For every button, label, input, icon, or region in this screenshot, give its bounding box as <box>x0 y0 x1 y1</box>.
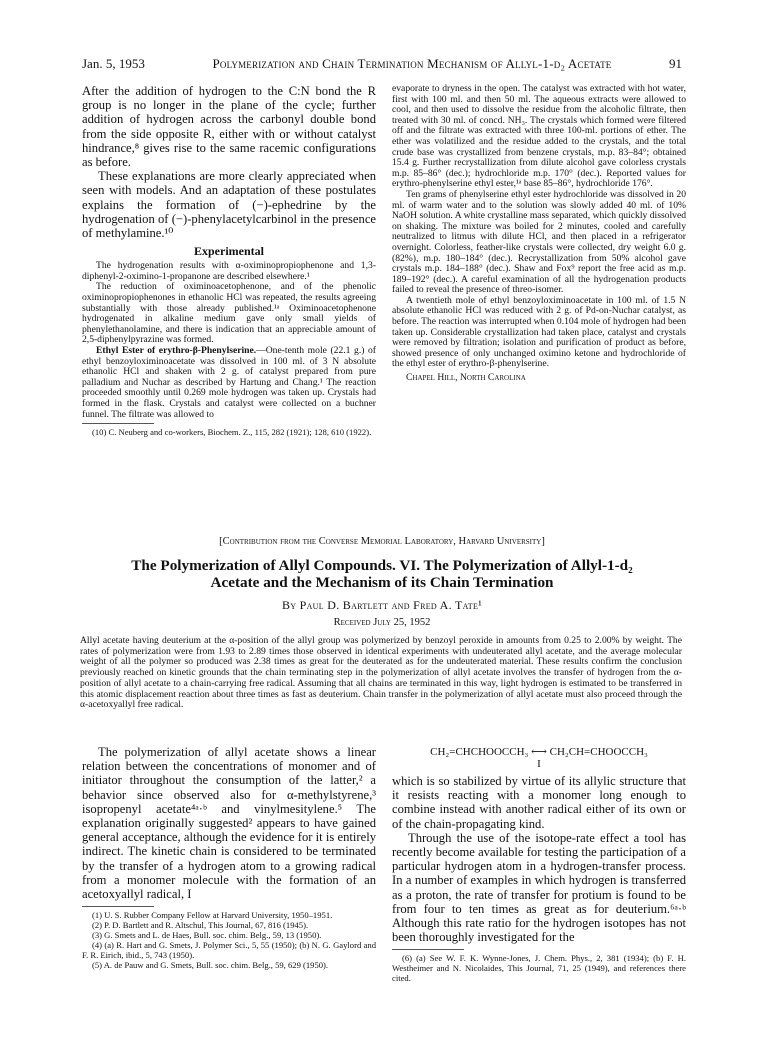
stabilization-paragraph: which is so stabilized by virtue of its allylic structure that it resists reacting with a monomer long enough to combine instead with another radical either of its own or of the chain-propagating kind. <box>392 774 686 831</box>
experimental-paragraph-1: The hydrogenation results with α-oximinopropiophenone and 1,3-diphenyl-2-oximino-1-propanone are described elsewhere.¹ <box>82 260 376 282</box>
article-title-line-1: The Polymerization of Allyl Compounds. VI. The Polymerization of Allyl-1-d₂ <box>131 557 633 574</box>
section-body: —One-tenth mole (22.1 g.) of ethyl benzoyloximinoacetate was dissolved in 100 ml. of 3 N absolute ethanolic HCl and shaken with 2 g. of catalyst prepared from pure palladium and Nuchar as described by Hartung and Chang.¹ The reaction proceeded smoothly until 0.269 mole hydrogen was taken up. Crystals had formed in the flask. Crystals and catalyst were collected on a buchner funnel. The filtrate was allowed to <box>82 344 376 420</box>
footnote-rule-bottom <box>82 906 154 907</box>
left-column-top <box>82 84 376 437</box>
right-column-bottom <box>392 745 686 983</box>
experimental-paragraph-2: The reduction of oximinoacetophenone, and of the phenolic oximinopropiophenones in ethanolic HCl was repeated, the results agreeing substantially with those already published.¹ᵃ Oximinoacetophenone hydrogenated in alkaline medium gave only small yields of phenylethanolamine, and there is indication that an appreciable amount of 2,5-diphenylpyrazine was formed. <box>82 281 376 346</box>
header-page-number: 91 <box>669 56 682 71</box>
right-paragraph-2: Ten grams of phenylserine ethyl ester hydrochloride was dissolved in 20 ml. of warm water and to the solution was slowly added 40 ml. of 10% NaOH solution. A white crystalline mass separated, which quickly dissolved on shaking. The mixture was boiled for 2 minutes, cooled and carefully neutralized to litmus with dilute HCl, and then placed in a refrigerator overnight. Colorless, feather-like crystals were collected, dry weight 6.0 g. (82%), m.p. 180–184° (dec.). Recrystallization from 50% alcohol gave crystals m.p. 184–188° (dec.). Shaw and Fox⁹ report the free acid as m.p. 189–192° (dec.). A careful examination of all the hydrogenation products failed to reveal the presence of threo-isomer. <box>392 188 686 296</box>
footnote-6: (6) (a) See W. F. K. Wynne-Jones, J. Chem. Phys., 2, 381 (1934); (b) F. H. Westheimer and N. Nicolaides, This Journal, 71, 25 (1949), and references there cited. <box>392 953 686 984</box>
isotope-paragraph: Through the use of the isotope-rate effect a tool has recently become available for testing the participation of a particular hydrogen atom in a hydrogen-transfer process. In a number of examples in which hydrogen is transferred as a proton, the rate of transfer for protium is found to be from four to ten times as great as for deuterium.⁶ᵃ·ᵇ Although this rate ratio for the hydrogen isotopes has not been thoroughly investigated for the <box>392 830 686 945</box>
contribution-line <box>0 536 764 547</box>
right-paragraph-1: evaporate to dryness in the open. The catalyst was extracted with hot water, first with 100 ml. and then 50 ml. The aqueous extracts were allowed to cool, and then used to dissolve the residue from the alcoholic filtrate, then treated with 30 ml. of concd. NH₃. The crystals which formed were filtered off and the filtrate was extracted with three 100-ml. portions of ether. The ether was volatilized and the residue added to the crystals, and the total crude base was crystallized from benzene crystals, m.p. 83–84°; obtained 15.4 g. Further recrystallization from dilute alcohol gave colorless crystals m.p. 85–86° (dec.); hydrochloride m.p. 170° (dec.). Reported values for erythro-phenylserine ethyl ester,¹ᵃ base 85–86°, hydrochloride 176°. <box>392 83 686 190</box>
section-lead: Ethyl Ester of erythro-β-Phenylserine. <box>96 344 257 356</box>
explanations-paragraph: These explanations are more clearly appreciated when seen with models. And an adaptation of these postulates explains the formation of (−)-ephedrine by the hydrogenation of (−)-phenylacetylcarbinol in the presence of methylamine.¹⁰ <box>82 169 376 241</box>
structure-formula: CH₂=CHCHOOCCH₃ ⟷ CH₂CH=CHOOCCH₃ <box>430 746 648 758</box>
footnote-3: (3) G. Smets and L. de Haes, Bull. soc. chim. Belg., 59, 13 (1950). <box>92 930 322 941</box>
received-date: Received July 25, 1952 <box>333 617 431 628</box>
structure-label: I <box>537 758 541 770</box>
affiliation: Chapel Hill, North Carolina <box>406 372 526 384</box>
experimental-heading: Experimental <box>194 244 264 259</box>
byline: By Paul D. Bartlett and Fred A. Tate¹ <box>281 598 483 612</box>
footnote-2: (2) P. D. Bartlett and R. Altschul, This Journal, 67, 816 (1945). <box>92 920 309 931</box>
right-paragraph-3: A twentieth mole of ethyl benzoyloximinoacetate in 100 ml. of 1.5 N absolute ethanolic HCl was reduced with 2 g. of Pd-on-Nuchar catalyst, as before. The reaction was interrupted when 0.104 mole of hydrogen had been taken up. Considerable crystallization had taken place, catalyst and crystals were removed by filtration; isolation and purification of product as before, showed presence of only unchanged oximino ketone and hydrochloride of the ethyl ester of erythro-β-phenylserine. <box>392 294 686 370</box>
experimental-paragraph-3 <box>82 346 376 420</box>
running-header <box>82 56 682 72</box>
left-column-bottom <box>82 745 376 970</box>
abstract: Allyl acetate having deuterium at the α-position of the allyl group was polymerized by benzoyl peroxide in amounts from 0.25 to 2.00% by weight. The rates of polymerization were from 1.93 to 2.89 times those observed in identical experiments with undeuterated allyl acetate, and the average molecular weight of all the polymer so produced was 2.38 times as great for the deuterated as for the undeuterated material. These results confirm the conclusion previously reached on kinetic grounds that the chain terminating step in the polymerization of allyl acetate involves the transfer of hydrogen from the α-position of allyl acetate to a chain-carrying free radical. Assuming that all chains are terminated in this way, light hydrogen is estimated to be transferred in this atomic displacement reaction about three times as fast as deuterium. Chain transfer in the polymerization of allyl acetate must also proceed through the α-acetoxyallyl free radical. <box>80 635 682 711</box>
header-running-title: Polymerization and Chain Termination Mechanism of Allyl-1-d₂ Acetate <box>212 56 612 71</box>
article-title <box>0 557 764 591</box>
right-column-top <box>392 84 686 384</box>
footnote-5: (5) A. de Pauw and G. Smets, Bull. soc. chim. Belg., 59, 629 (1950). <box>92 960 329 971</box>
footnote-1: (1) U. S. Rubber Company Fellow at Harvard University, 1950–1951. <box>92 910 333 921</box>
intro-paragraph: After the addition of hydrogen to the C:N bond the R group is no longer in the plane of the cycle; further addition of hydrogen across the carbonyl double bond from the side opposite R, either with or without catalyst hindrance,⁸ gives rise to the same racemic configurations as before. <box>82 84 376 170</box>
footnote-4: (4) (a) R. Hart and G. Smets, J. Polymer Sci., 5, 55 (1950); (b) N. G. Gaylord and F. R. Eirich, ibid., 5, 743 (1950). <box>82 940 376 961</box>
intro-body: The polymerization of allyl acetate shows a linear relation between the concentrations of monomer and of initiator throughout the consumption of the latter,² a behavior since observed also for α-methylstyrene,³ isopropenyl acetate⁴ᵃ·ᵇ and vinylmesitylene.⁵ The explanation originally suggested² appears to have gained general acceptance, although the evidence for it is entirely indirect. The kinetic chain is considered to be terminated by the transfer of a hydrogen atom to a growing radical from a monomer molecule with the formation of an acetoxyallyl radical, I <box>82 745 376 902</box>
header-date: Jan. 5, 1953 <box>82 56 145 71</box>
contribution-text: [Contribution from the Converse Memorial Laboratory, Harvard University] <box>219 536 545 547</box>
footnote-rule <box>82 423 154 424</box>
article-title-line-2: Acetate and the Mechanism of its Chain Termination <box>210 574 554 591</box>
footnote-10: (10) C. Neuberg and co-workers, Biochem. Z., 115, 282 (1921); 128, 610 (1922). <box>92 427 372 438</box>
footnote-rule-right <box>392 949 464 950</box>
